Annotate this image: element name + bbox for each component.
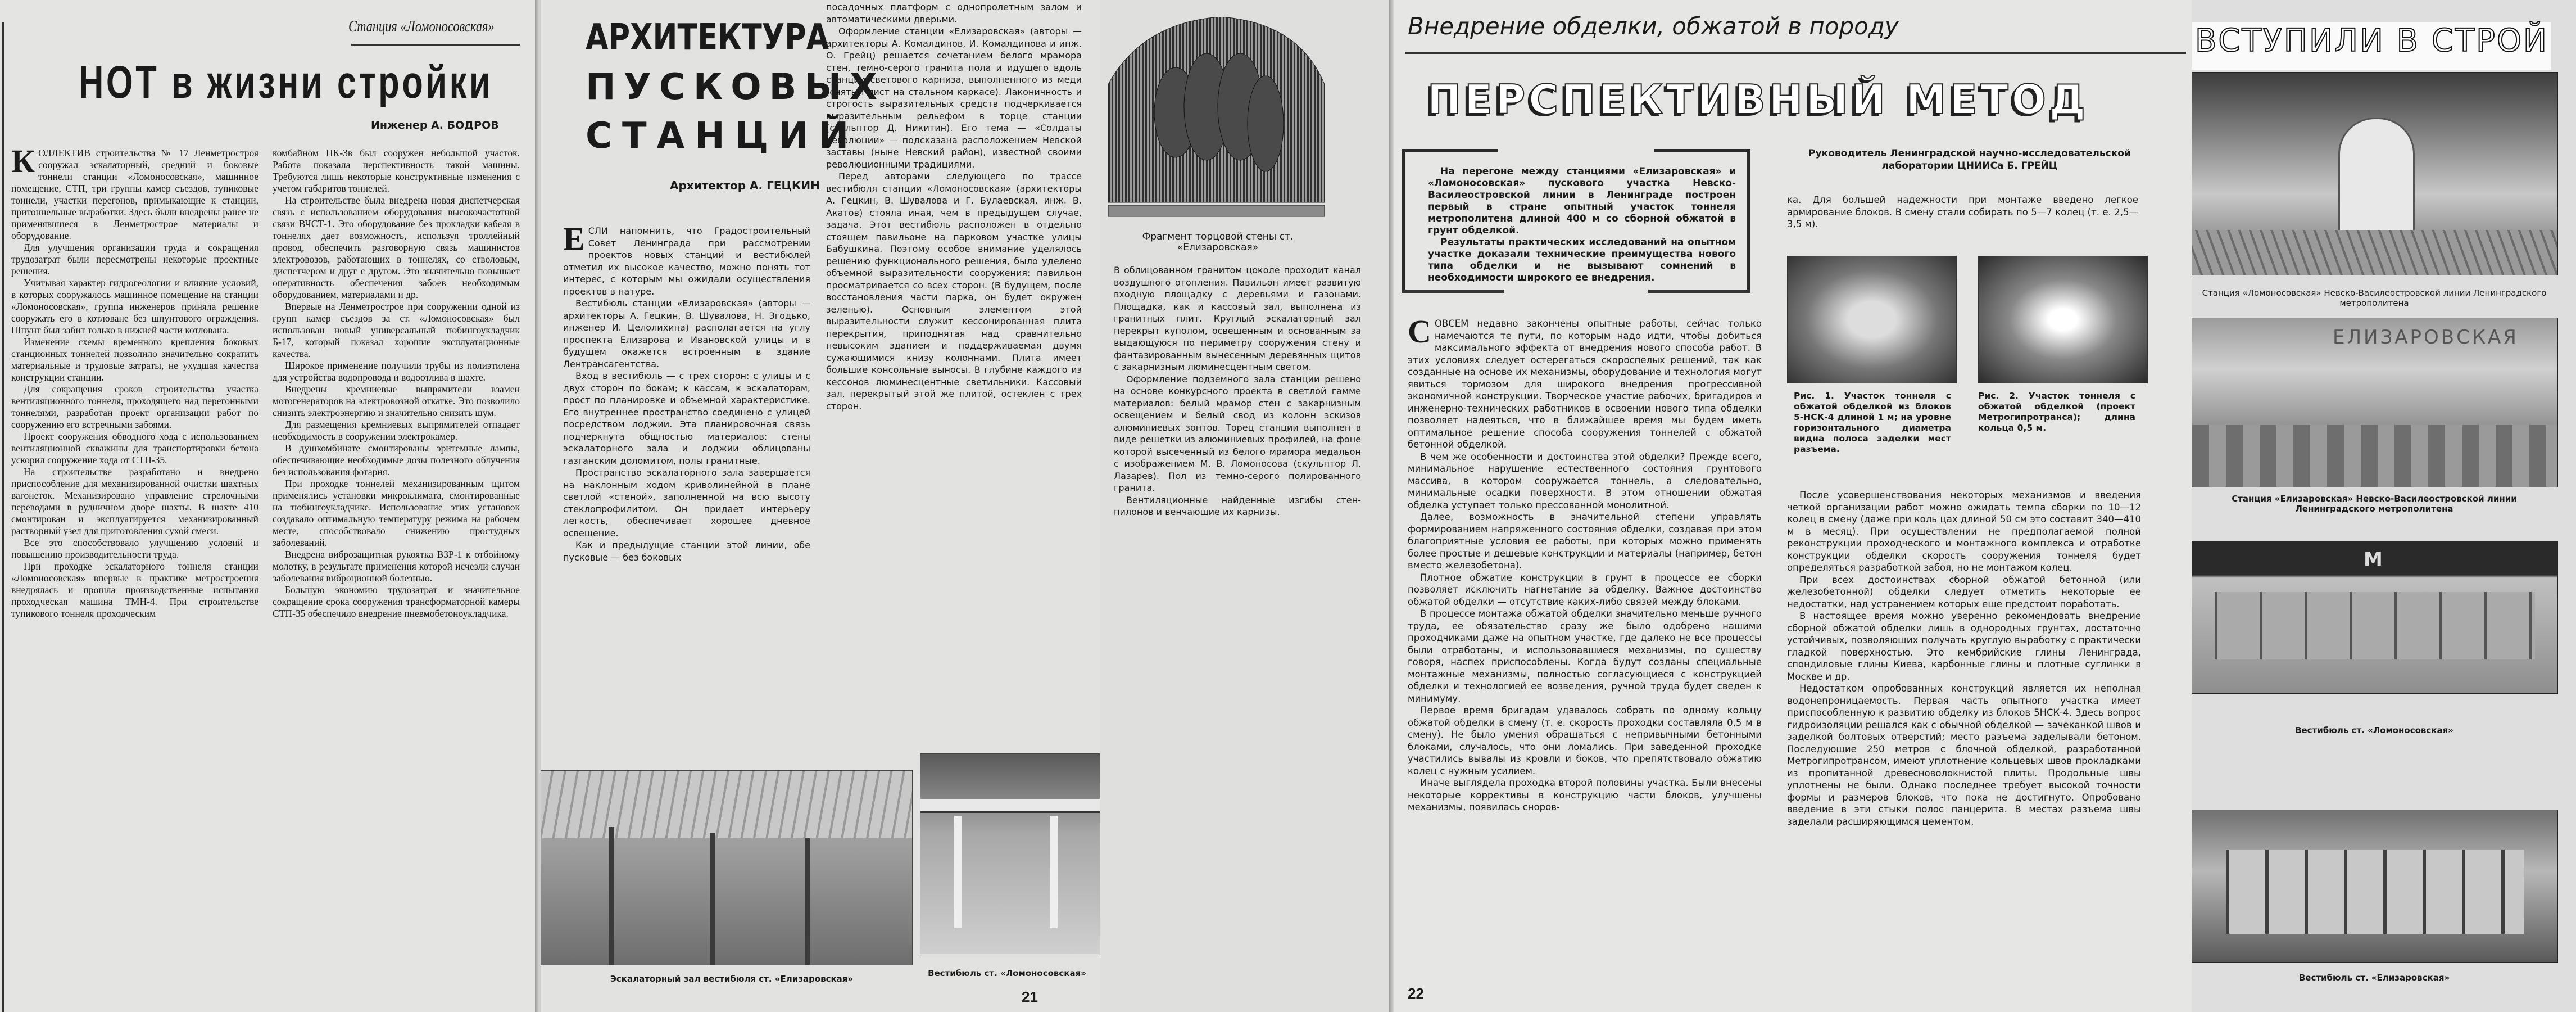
photo-caption: Вестибюль ст. «Елизаровская» [2298,973,2450,983]
paragraph: Для сокращения сроков строительства участка вентиляционного тоннеля, проходящего над перегонными тоннелями, разработан проект организации работ по сооружению его встречными забоями. [11,383,258,430]
lomonosovskaya-vestibule-photo [920,753,1100,954]
paragraph: ОВСЕМ недавно закончены опытные работы, сейчас только намечаются те пути, по которым надо идти, чтобы добиться максимального эффекта от внедрения нового способа работ. В этих условиях следует остерегаться скороспелых решений, так как созданные на основе их механизмы, оборудование и технология могут явиться тормозом для широкого внедрения прогрессивной экономичной конструкции. Творческое участие рабочих, бригадиров и инженерно-технических работников в освоении нового типа обделки позволяет надеяться, что в ближайшее время мы будем иметь оптимальное решение способа сооружения тоннелей с обжатой бетонной обделкой. [1408,318,1762,450]
page-method-article [1394,0,2192,1012]
paragraph: посадочных платформ с однопролетным залом и автоматическими дверьми. [826,2,1082,25]
box-rule [1402,290,1504,293]
article-column-1 [1408,313,1762,814]
article-byline: Инженер А. БОДРОВ [371,119,499,132]
drop-cap: Е [563,220,585,257]
photo-caption: Станция «Ломоносовская» Невско-Василеостровской линии Ленинградского метрополитена [2202,288,2547,308]
article-column-2 [826,1,1082,412]
paragraph: Большую экономию трудозатрат и значительное сокращение срока сооружения трансформаторной камеры СТП-35 обеспечило внедрение пневмобетоноукладчика. [273,584,520,619]
article-column-1 [563,220,810,563]
lomonosovskaya-station-photo [2192,72,2558,275]
page-not-article [0,0,539,1012]
photo-caption: Эскалаторный зал вестибюля ст. «Елизаровская» [610,974,854,984]
article-column-2 [1787,489,2141,828]
article-column-3 [1114,264,1361,518]
page-gutter [535,0,539,1012]
drop-cap: С [1408,313,1431,350]
paragraph: Внедрены кремниевые выпрямители взамен мотогенераторов на электровозной откатке. Это позволило снизить электроэнергию и значительно снизить шум. [273,383,520,418]
paragraph: ка. Для большей надежности при монтаже введено легкое армирование блоков. В смену стали собирать по 5—7 колец (т. е. 2,5—3,5 м). [1787,195,2138,229]
paragraph: После усовершенствования некоторых механизмов и введения четкой организации работ можно ожидать темпа сборки по 10—12 колец в смену (даже при коль цах длиной 50 см это составит 340—410 м в месяц). При осуществлении не предполагаемой полной реконструкции проходческого и монтажного комплекса и отработке конструкции обделки скорость сооружения тоннеля будет определяться разработкой забоя, но не монтажом колец. [1787,490,2141,573]
page-architecture-article [541,0,1100,1012]
section-kicker: Станция «Ломоносовская» [348,18,495,35]
page-number: 22 [1408,985,1424,1002]
paragraph: Проект сооружения обводного хода с использованием вентиляционной скважины для транспортировки бетона ускорил сооружение хода от СТП-35. [11,431,258,466]
page-number: 21 [1022,988,1038,1005]
paragraph: Все это способствовало улучшению условий и повышению производительности труда. [11,537,258,560]
article-column-2 [273,147,520,620]
paragraph: В процессе монтажа обжатой обделки значительно меньше ручного труда, ее обязательство сразу же было одобрено нашими проходчиками даже на опытном участке, где далеко не все процессы были отработаны, и использовавшиеся механизмы, по существу говоря, наспех приспособлены. Когда будут созданы специальные монтажные механизмы, полностью согласующиеся с конструкцией обделки и технологией ее возведения, ручной труда будет сведен к минимуму. [1408,608,1762,704]
figure-1-caption: Рис. 1. Участок тоннеля с обжатой обделкой из блоков 5-НСК-4 длиной 1 м; на уровне горизонтального диаметра видна полоса заделки мест разъема. [1794,391,1951,454]
lead-paragraph: Результаты практических исследований на опытном участке доказали технические преимущества нового типа обделки и не вызывают сомнений в необходимости широкого ее внедрения. [1428,237,1736,283]
photo-caption: Вестибюль ст. «Ломоносовская» [2295,725,2453,735]
elizarovskaya-station-photo [2192,318,2558,487]
page-gutter [1389,0,1394,1012]
figure-2-caption: Рис. 2. Участок тоннеля с обжатой обделкой (проект Метрогипротранса); длина кольца 0,5 м. [1978,391,2135,433]
paragraph: Иначе выглядела проходка второй половины участка. Были внесены некоторые коррективы в конструкцию части блоков, улучшены механизмы, появилась сноров- [1408,778,1762,812]
paragraph: Первое время бригадам удавалось собрать по одному кольцу обжатой обделки в смену (т. е. скорость проходки составляла 0,5 м в смену). Не было умения обращаться с непривычными бетонными блоками, случалось, что они ломались. При заведенной проходке участились вывалы из кровли и боков, что препятствовало обжатию колец с нужным усилием. [1408,705,1762,776]
page-photo-spread [2192,0,2576,1012]
paragraph: ОЛЛЕКТИВ строительства № 17 Ленметростроя сооружал эскалаторный, средний и боковые тоннели станции «Ломоносовская», машинное помещение, СТП, три группы камер съездов, тупиковые тоннели, участки перегонов, примыкающие к станции, притоннельные выработки. Здесь были внедрены ранее не применявшиеся в Ленметрострое материалы и оборудование. [11,147,258,241]
station-sign: ЕЛИЗАРОВСКАЯ [2333,326,2519,349]
kicker-underline [1405,52,2186,54]
section-kicker: Внедрение обделки, обжатой в породу [1408,12,1899,40]
paragraph: Оформление подземного зала станции решено на основе конкурсного проекта в светлой гамме материалов: белый мрамор стен с закарнизным освещением и белый свод из колонн эскизов алюминиевых зонтов. Торец станции выполнен в виде решетки из алюминиевых профилей, на фоне которой высеченный из белого мрамора медальон с изображением М. В. Ломоносова (скульптор Л. Лазарев). Пол из темно-серого полированного гранита. [1114,373,1361,493]
paragraph: В чем же особенности и достоинства этой обделки? Прежде всего, минимальное нарушение естественного состояния грунтового массива, в котором сооружается тоннель, а следовательно, минимальные осадки поверхности. В этом отношении обжатая обделка уступает только прессованной монолитной. [1408,451,1762,510]
paragraph: Для улучшения организации труда и сокращения трудозатрат были пересмотрены некоторые проектные решения. [11,242,258,277]
box-rule [1654,149,1747,152]
paragraph: Учитывая характер гидрогеологии и влияние условий, в которых сооружалось машинное помещение на станции «Ломоносовская», группа инженеров приняла решение сооружать его в котловане без шпунтового ограждения. Шпунт был забит только в нижней части котлована. [11,277,258,336]
paragraph: Как и предыдущие станции этой линии, обе пусковые — без боковых [563,540,810,563]
paragraph: При проходке тоннелей механизированным щитом применялись установки микроклимата, смонтированные на тюбингоукладчике. Использование этих установок создавало оптимальную температуру режима на рабочем месте, способствовало снижению простудных заболеваний. [273,478,520,548]
paragraph: Недостатком опробованных конструкций является их неполная водонепроницаемость. Первая часть опытного участка имеет приспособленную к развитию обделку из блоков 5НСК-4. Здесь вопрос гидроизоляции решался как с обычной обделкой — зачеканкой швов и заделкой болтовых отверстий; место разъема заделывали бетоном. Последующие 250 метров с блочной обделкой, разработанной Метрогипротрансом, имеют уплотнение кольцевых швов прокладками из пропитанной древесноволокнистой плиты. Продольные швы уплотнены не были. Однако последнее требует высокой точности формы и размеров блоков, что пока не достигнуто. Опробовано введение в эти стыки полос панцеритa. В местах разъема швы заделали расширяющимся цементом. [1787,683,2141,827]
metro-logo-icon: М [2364,548,2383,571]
paragraph: Изменение схемы временного крепления боковых станционных тоннелей позволило значительно сократить материальные и трудовые затраты, не ухудшая качества конструкции станции. [11,336,258,383]
paragraph: В настоящее время можно уверенно рекомендовать внедрение сборной обжатой обделки лишь в однородных грунтах, достаточно устойчивых, позволяющих получать круглую выработку с практически гладкой поверхностью. Это кембрийские глины Ленинграда, спондиловые глины Киева, карбонные глины и плотные суглинки в Москве и др. [1787,611,2141,682]
kicker-underline [351,44,520,46]
paragraph: При всех достоинствах сборной обжатой бетонной (или железобетонной) обделки следует отметить некоторые ее недостатки, над устранением которых еще предстоит поработать. [1787,574,2141,609]
paragraph: Впервые на Ленметрострое при сооружении одной из групп камер съездов за ст. «Ломоносовская» был использован новый универсальный тюбингоукладчик Б-17, который показал хорошие эксплуатационные качества. [273,301,520,359]
escalator-hall-photo [541,770,913,965]
article-byline: Архитектор А. ГЕЦКИН [670,179,820,192]
lead-box [1402,149,1750,290]
elizarovskaya-vestibule-photo [2192,810,2558,963]
photo-caption: Вестибюль ст. «Ломоносовская» [928,968,1086,978]
photo-caption: Станция «Елизаровская» Невско-Василеостровской линии Ленинградского метрополитена [2232,494,2517,514]
box-rule [1405,149,1498,152]
lomonosovskaya-vestibule-photo [2192,541,2558,694]
paragraph: На строительстве разработано и внедрено приспособление для механизированной очистки шахтных вагонеток. Механизировано управление стрелочными переводами в рудничном дворе шахты. В шахте 410 смонтирован и эксплуатируется механизированный растворный узел для приготовления сухой смеси. [11,466,258,536]
article-column-1 [11,143,258,620]
figure-2-tunnel-photo [1978,256,2148,383]
box-rule [1648,290,1750,293]
paragraph: Вентиляционные найденные изгибы стен-пилонов и венчающие их карнизы. [1114,494,1361,517]
figure-1-tunnel-photo [1787,256,1957,383]
paragraph: Вестибюль станции «Елизаровская» (авторы — архитекторы А. Гецкин, В. Шувалова, Н. Згодько, инженер И. Целолихина) располагается на углу проспекта Елизарова и Ивановской улицы и в будущем окажется встроенным в здание Лентрансагентства. [563,298,810,369]
paragraph: Широкое применение получили трубы из полиэтилена для устройства водопровода и водоотлива в шахте. [273,360,520,383]
article-title-line-2: ПУСКОВЫХ [586,66,886,108]
article-author: Руководитель Ленинградской научно-исследовательской лаборатории ЦНИИСа Б. ГРЕЙЦ [1808,148,2131,171]
paragraph: В облицованном гранитом цоколе проходит канал воздушного отопления. Павильон имеет развитую входную площадку с деревьями и газонами. Площадка, как и кассовый зал, выполнена из гранитных плит. Круглый эскалаторный зал перекрыт куполом, освещенным и основанным за выдающуюся по периметру сооружения стену и фантазированным вынесенным деревянных щитов с закарнизным люминесцентным светом. [1114,265,1361,372]
drop-cap: К [11,143,35,179]
paragraph: Вход в вестибюль — с трех сторон: с улицы и с двух сторон по бокам; к кассам, к эскалаторам, прост по планировке и объемной характеристике. Его внутреннее пространство соединено с улицей посредством лоджии. Эта планировочная связь подчеркнута общностью материалов: стены эскалаторного зала и лоджии облицованы газганским доломитом, полы гранитные. [563,371,810,466]
article-title-line-3: СТАНЦИЙ [586,115,859,157]
page-title: ВСТУПИЛИ В СТРОЙ [2195,22,2548,59]
margin-rule [2,22,4,1012]
paragraph: Пространство эскалаторного зала завершается на наклонным ходом криволинейной в плане светлой «стеной», заполненной на всю высоту стеклопрофилитом. Он придает интерьеру легкость, обеспечивает хорошее дневное освещение. [563,467,810,539]
lead-paragraph: На перегоне между станциями «Елизаровская» и «Ломоносовская» пускового участка Невско-Василеостровской линии в Ленинграде построен первый в стране опытный участок тоннеля метрополитена длиной 400 м со сборной обжатой в грунт обделкой. [1428,166,1736,236]
article-column-2-top [1787,194,2138,231]
paragraph: В душкомбинате смонтированы эритемные лампы, обеспечивающие необходимые дозы полезного облучения без использования фотарня. [273,442,520,477]
paragraph: комбайном ПК-3в был сооружен небольшой участок. Работа показала перспективность такой машины. Требуются лишь некоторые конструктивные изменения с учетом габаритов тоннелей. [273,147,520,194]
paragraph: Для размещения кремниевых выпрямителей отпадает необходимость в сооружении электрокамер. [273,419,520,442]
paragraph: СЛИ напомнить, что Градостроительный Совет Ленинграда при рассмотрении проектов новых станций и вестибюлей отметил их высокое качество, можно понять тот интерес, с которым мы ожидали осуществления проектов в натуре. [563,225,810,297]
paragraph: На строительстве была внедрена новая диспетчерская связь с использованием оборудования высокочастотной связи ВЧСТ-1. Это оборудование без прокладки кабеля в тоннелях дает возможность, используя троллейный провод, обеспечить разговорную связь машинистов электровозов, работающих в тоннелях, со стволовым, диспетчером и друг с другом. Это значительно повышает оперативность обеспечения забоев необходимым оборудованием, материалами и др. [273,195,520,300]
article-title: ПЕРСПЕКТИВНЫЙ МЕТОД [1427,76,2089,123]
page-architecture-continuation [1100,0,1392,1012]
paragraph: Оформление станции «Елизаровская» (авторы — архитекторы А. Комалдинов, И. Комалдинова и инж. О. Грейц) решается сочетанием белого мрамора стен, темно-серого гранита пола и идущего вдоль станции светового карниза, выполненного из меди (снятый лист на стальном каркасе). Лаконичность и строгость выразительных средств подчеркивается выразительным рельефом в торце станции (скульптор Д. Никитин). Его тема — «Солдаты революции» — подсказана расположением Невской заставы (ныне Невский район), известной своими революционными традициями. [826,26,1082,170]
paragraph: Перед авторами следующего по трассе вестибюля станции «Ломоносовская» (архитекторы А. Гецкин, В. Шувалова и Г. Булаевская, инж. В. Акатов) стояла иная, чем в предыдущем случае, задача. Этот вестибюль расположен в отдельно стоящем павильоне на парковом участке улицы Бабушкина. Поэтому особое внимание уделялось решению функционального решения, было уделено объемной выразительности сооружения: павильон просматривается со всех сторон. (В будущем, после восстановления части парка, он будет окружен зеленью). Основным элементом этой выразительности служит кессонированная плита перекрытия, приподнятая над сравнительно невысоким зданием и поддерживаемая двумя сужающимися книзу колоннами. Плита имеет большие консольные выносы. В глубине каждого из кессонов люминесцентные светильники. Кассовый зал, перекрытый этой же плитой, остеклен с трех сторон. [826,171,1082,412]
relief-illustration [1108,17,1333,219]
paragraph: Внедрена виброзащитная рукоятка ВЗР-1 к отбойному молотку, в результате применения которой исчезли случаи заболевания виброционной болезнью. [273,549,520,584]
article-title: НОТ в жизни стройки [79,57,493,108]
paragraph: Далее, возможность в значительной степени управлять формированием напряженного состояния обделки, создавая при этом благоприятные условия ее работы, при которых можно применять более простые и дешевые конструкции и материалы (например, бетон вместо железобетона). [1408,512,1762,571]
paragraph: Плотное обжатие конструкции в грунт в процессе ее сборки позволяет исключить нагнетание за обделку. Важное достоинство обжатой обделки — отсутствие каких-либо связей между блоками. [1408,572,1762,607]
article-title-line-1: АРХИТЕКТУРА [586,17,829,58]
relief-caption: Фрагмент торцовой стены ст. «Елизаровская» [1142,231,1294,253]
paragraph: При проходке эскалаторного тоннеля станции «Ломоносовская» впервые в практике метростроения внедрялась и прошла производственные испытания проходческая машина ТМН-4. При строительстве тупикового тоннеля проходческим [11,561,258,619]
